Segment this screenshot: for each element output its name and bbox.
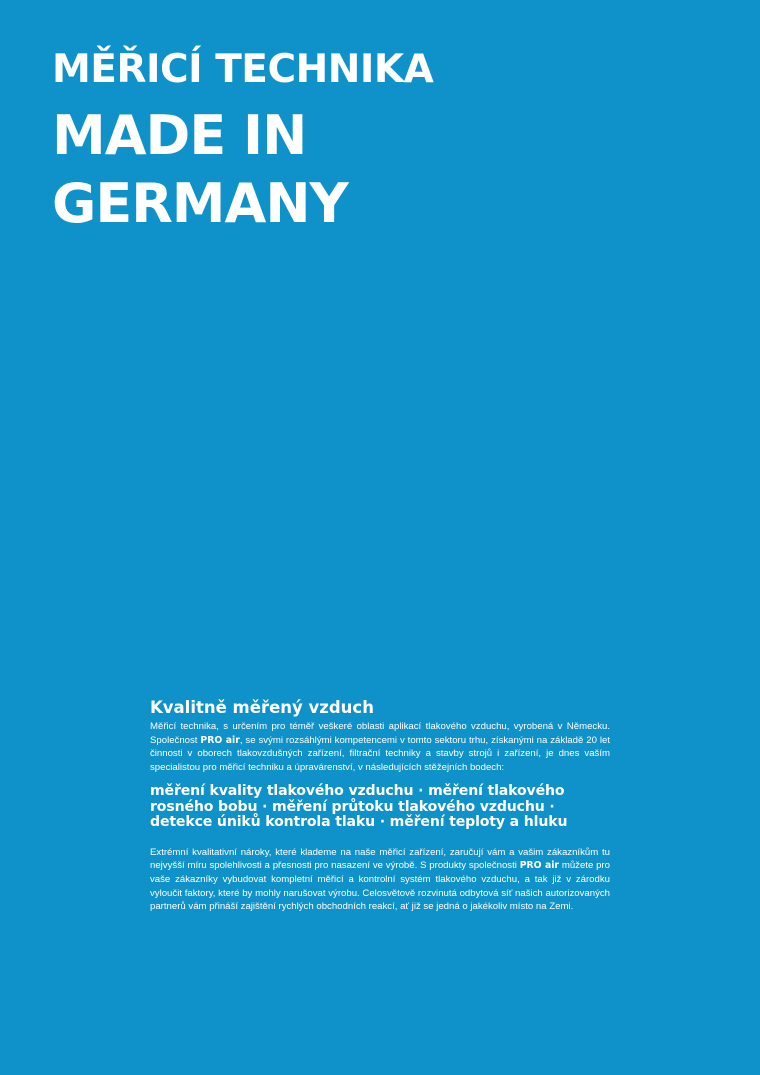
closing-text-part2: můžete pro vaše zákazníky vybudovat kompletní měřicí a kontrolní systém tlakového vzduchu, a tak již v zárodku vyloučit faktory, které by mohly narušovat výrobu. Celosvětově rozvinutá odbytová síť našich autorizovaných partnerů vám přináší zajištění rychlých obchodních reakcí, ať již se jedná o jakékoliv místo na Zemi.	[150, 860, 610, 913]
closing-text-part1: Extrémní kvalitativní nároky, které klademe na naše měřicí zařízení, zaručují vám a vašim zákazníkům tu nejvyšší míru spolehlivosti a přesnosti pro nasazení ve výrobě. S produkty společnosti	[150, 846, 610, 872]
body-content	[150, 698, 610, 914]
section-heading: Kvalitně měřený vzduch	[150, 698, 374, 717]
title-measuring-technology: MĚŘICÍ TECHNIKA	[52, 47, 434, 92]
intro-text-part1: Měřicí technika, s určením pro téměř veškeré oblasti aplikací tlakového vzduchu, vyrobená v Německu. Společnost	[150, 721, 610, 746]
intro-paragraph	[150, 720, 610, 774]
feature-list: měření kvality tlakového vzduchu · měření tlakového rosného bobu · měření průtoku tlakového vzduchu · detekce úniků kontrola tlaku · měření teploty a hluku	[150, 783, 568, 831]
title-made-in-germany	[52, 102, 712, 238]
title-germany: GERMANY	[52, 172, 348, 235]
brand-name: PRO air	[200, 734, 240, 746]
intro-text-part2: , se svými rozsáhlými kompetencemi v tomto sektoru trhu, získanými na základě 20 let činnosti v oborech tlakovzdušných zařízení, filtrační techniky a stavby strojů i zařízení, je dnes vaším specialistou pro měřicí techniku a úpravárenství, v následujících stěžejních bodech:	[150, 734, 610, 773]
page-title-block	[52, 38, 712, 238]
closing-paragraph	[150, 846, 610, 914]
title-made-in: MADE IN	[52, 104, 307, 167]
brand-name: PRO air	[519, 860, 560, 872]
